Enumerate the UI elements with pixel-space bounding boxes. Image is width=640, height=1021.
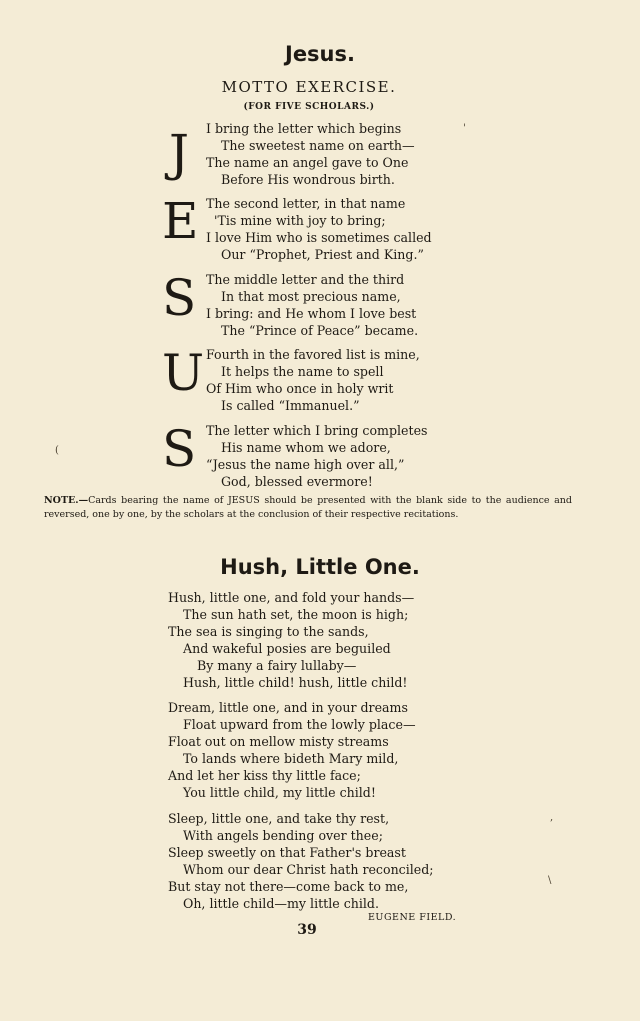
author-credit: EUGENE FIELD. <box>368 912 457 923</box>
verse-line: The sea is singing to the sands, <box>168 624 369 639</box>
verse-line: Float out on mellow misty streams <box>168 734 389 749</box>
initial-letter: U <box>162 344 205 402</box>
verse-line: Dream, little one, and in your dreams <box>168 700 408 715</box>
print-speck: , <box>550 812 554 823</box>
verse-line: Before His wondrous birth. <box>221 172 395 187</box>
verse-line: Hush, little child! hush, little child! <box>183 675 408 690</box>
verse-line: And let her kiss thy little face; <box>168 768 361 783</box>
poem2-title: Hush, Little One. <box>220 555 420 579</box>
verse-line: But stay not there—come back to me, <box>168 879 409 894</box>
verse-line: “Jesus the name high over all,” <box>206 457 405 472</box>
initial-letter: E <box>162 192 199 250</box>
verse-line: The name an angel gave to One <box>206 155 409 170</box>
print-speck: \ <box>548 875 552 886</box>
verse-line: I bring: and He whom I love best <box>206 306 417 321</box>
verse-line: I love Him who is sometimes called <box>206 230 432 245</box>
page-number: 39 <box>297 922 317 938</box>
verse-line: I bring the letter which begins <box>206 121 402 136</box>
verse-line: The middle letter and the third <box>206 272 405 287</box>
verse-line: In that most precious name, <box>221 289 401 304</box>
note-lead: NOTE.— <box>44 495 89 506</box>
initial-letter: J <box>168 124 190 182</box>
initial-letter: S <box>162 420 197 478</box>
note-paragraph <box>44 494 572 522</box>
verse-line: The second letter, in that name <box>206 196 406 211</box>
verse-line: Oh, little child—my little child. <box>183 896 379 911</box>
verse-line: God, blessed evermore! <box>221 474 373 489</box>
verse-line: The sun hath set, the moon is high; <box>183 607 409 622</box>
verse-line: The “Prince of Peace” became. <box>221 323 419 338</box>
verse-line: Whom our dear Christ hath reconciled; <box>183 862 434 877</box>
poem1-subtitle2: (FOR FIVE SCHOLARS.) <box>243 102 375 112</box>
verse-line: It helps the name to spell <box>221 364 384 379</box>
verse-line: Sleep, little one, and take thy rest, <box>168 811 390 826</box>
verse-line: 'Tis mine with joy to bring; <box>214 213 386 228</box>
poem1-title: Jesus. <box>285 42 355 66</box>
initial-letter: S <box>162 269 197 327</box>
verse-line: To lands where bideth Mary mild, <box>183 751 399 766</box>
verse-line: And wakeful posies are beguiled <box>183 641 391 656</box>
poem1-subtitle: MOTTO EXERCISE. <box>221 78 397 96</box>
print-speck: ' <box>463 123 466 134</box>
verse-line: Fourth in the favored list is mine, <box>206 347 420 362</box>
verse-line: The letter which I bring completes <box>206 423 428 438</box>
verse-line: Of Him who once in holy writ <box>206 381 394 396</box>
verse-line: Sleep sweetly on that Father's breast <box>168 845 406 860</box>
verse-line: With angels bending over thee; <box>183 828 383 843</box>
verse-line: Float upward from the lowly place— <box>183 717 416 732</box>
verse-line: By many a fairy lullaby— <box>197 658 357 673</box>
verse-line: His name whom we adore, <box>221 440 391 455</box>
verse-line: Our “Prophet, Priest and King.” <box>221 247 424 262</box>
print-speck: ( <box>55 445 59 456</box>
verse-line: The sweetest name on earth— <box>221 138 415 153</box>
verse-line: You little child, my little child! <box>183 785 376 800</box>
note-text: Cards bearing the name of JESUS should be presented with the blank side to the audience and reversed, one by one, by the scholars at the conclusion of their respective recitations. <box>44 495 572 520</box>
verse-line: Is called “Immanuel.” <box>221 398 360 413</box>
verse-line: Hush, little one, and fold your hands— <box>168 590 415 605</box>
